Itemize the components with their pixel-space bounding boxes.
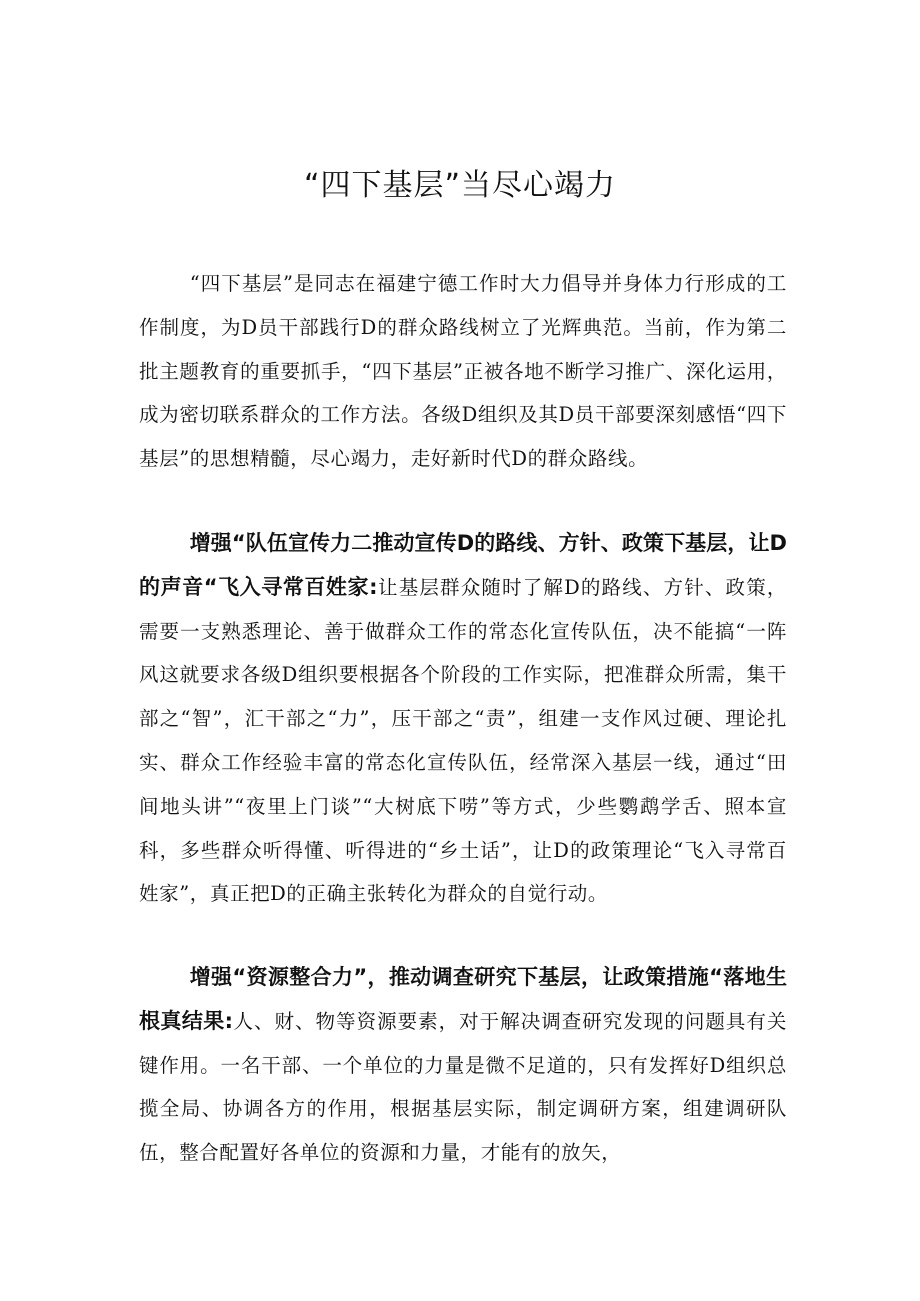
paragraph-text: 让基层群众随时了解D的路线、方针、政策，需要一支熟悉理论、善于做群众工作的常态化宣传队伍，决不能搞“一阵风这就要求各级D组织要根据各个阶段的工作实际，把准群众所需，集干部之“智”，汇干部之“力”，压干部之“责”，组建一支作风过硬、理论扎实、群众工作经验丰富的常态化宣传队伍，经常深入基层一线，通过“田间地头讲”“夜里上门谈”“大树底下唠”等方式，少些鹦鹉学舌、照本宣科，多些群众听得懂、听得进的“乡土话”，让D的政策理论“飞入寻常百姓家”，真正把D的正确主张转化为群众的自觉行动。 — [139, 575, 787, 906]
paragraph-lead-heading: 增强“资源整合力”，推动调查研究下基层，让政策措施“落地生根真结果: — [139, 965, 787, 1033]
paragraph-text: 人、财、物等资源要素，对于解决调查研究发现的问题具有关键作用。一名干部、一个单位的力量是微不足道的，只有发挥好D组织总揽全局、协调各方的作用，根据基层实际，制定调研方案，组建调研队伍，整合配置好各单位的资源和力量，才能有的放矢， — [139, 1009, 787, 1165]
document-title: “四下基层”当尽心竭力 — [303, 168, 617, 203]
paragraph-resources — [139, 956, 787, 1175]
paragraph-lead-heading: 增强“队伍宣传力二推动宣传D的路线、方针、政策下基层，让D的声音“飞入寻常百姓家: — [139, 531, 787, 599]
paragraph-publicity — [139, 522, 787, 916]
paragraph-text: “四下基层”是同志在福建宁德工作时大力倡导并身体力行形成的工作制度，为D员干部践行D的群众路线树立了光辉典范。当前，作为第二批主题教育的重要抓手，“四下基层”正被各地不断学习推广、深化运用，成为密切联系群众的工作方法。各级D组织及其D员干部要深刻感悟“四下基层”的思想精髓，尽心竭力，走好新时代D的群众路线。 — [139, 272, 787, 471]
paragraph-intro — [139, 262, 787, 481]
